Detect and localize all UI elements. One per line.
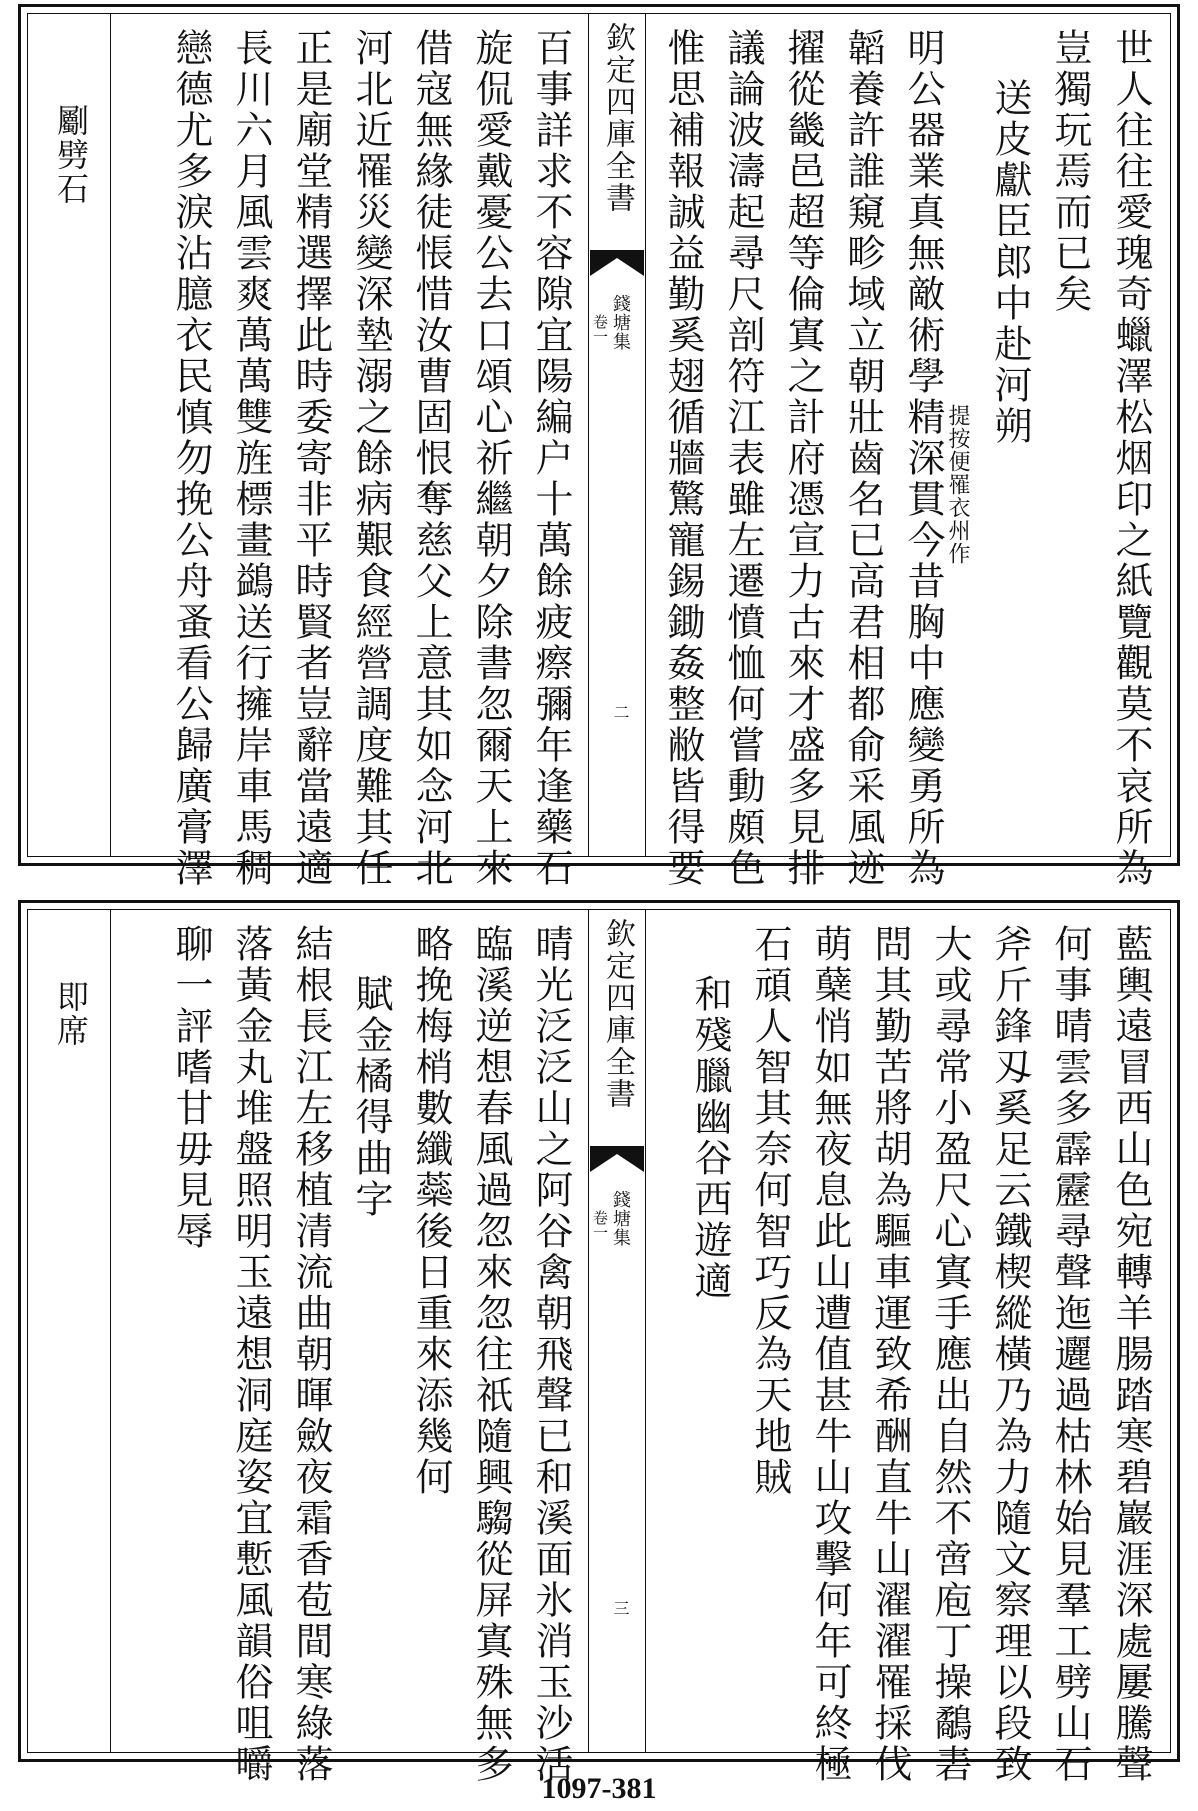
top-margin-rule — [110, 14, 111, 856]
bottom-center-strip — [588, 910, 646, 1752]
bottom-page-inner-frame — [27, 909, 1171, 1785]
bottom-col-11: 略挽梅梢數纖蘂後日重來添幾何 — [409, 924, 453, 1498]
top-col-7: 擢從畿邑超等倫寘之計府憑宣力古來才盛多見排 — [781, 28, 825, 889]
top-col-12: 借寇無緣徒悵惜汝曹固恨奪慈父上意其如念河北 — [409, 28, 453, 889]
bottom-col-3: 斧斤鋒刄奚足云鐵楔縱橫乃為力隨文察理以段致 — [988, 924, 1032, 1785]
bottom-margin-rule — [110, 910, 111, 1752]
bottom-col-8: 和殘臘幽谷西遊適 — [688, 974, 732, 1302]
top-col-15: 長川六月風雲爽萬萬雙旌標畫鷁送行擁岸車馬稠 — [229, 28, 273, 889]
bottom-col-4: 大或尋常小盈尺心寘手應出自然不啻庖丁操鷸砉 — [928, 924, 972, 1785]
top-col-13: 河北近罹災變深墊溺之餘病艱食經營調度難其任 — [349, 28, 393, 889]
bottom-col-13: 結根長江左移植清流曲朝暉斂夜霜香苞間寒綠落 — [289, 924, 333, 1785]
bottom-col-12: 賦金橘得曲字 — [349, 974, 393, 1220]
bottom-center-juan: 卷一 — [591, 1210, 609, 1240]
fishtail-mark — [590, 250, 644, 276]
top-col-14: 正是廟堂精選擇此時委寄非平時賢者豈辭當遠適 — [289, 28, 333, 889]
bottom-center-page-number: 三 — [611, 1600, 630, 1616]
top-side-label: 劚劈石 — [52, 104, 90, 206]
top-col-9: 惟思補報誠益勤奚翅循牆驚寵錫鋤姦整敝皆得要 — [661, 28, 705, 889]
top-col-11: 旋侃愛戴憂公去口頌心祈繼朝夕除書忽爾天上來 — [469, 28, 513, 889]
top-col-4-note: 提按便罹衣州作 — [945, 404, 970, 565]
top-center-juan: 卷一 — [591, 314, 609, 344]
bottom-col-14: 落黃金丸堆盤照明玉遠想洞庭姿宜慙風韻俗咀嚼 — [229, 924, 273, 1785]
top-col-5: 明公器業真無敵術學精深貫今昔胸中應變勇所為 — [901, 28, 945, 889]
top-col-8: 議論波濤起尋尺剖符江表雖左遷憤恤何嘗動頗色 — [721, 28, 765, 889]
bottom-col-6: 萌蘖悄如無夜息此山遭值甚牛山攻擊何年可終極 — [808, 924, 852, 1785]
bottom-col-2: 何事晴雲多霹靂尋聲迤邐過枯林始見羣工劈山石 — [1048, 924, 1092, 1785]
bottom-col-1: 藍輿遠冒西山色宛轉羊腸踏寒碧巖涯深處屢騰聲 — [1109, 924, 1153, 1785]
top-page-frame — [18, 4, 1180, 889]
bottom-col-9: 晴光泛泛山之阿谷禽朝飛聲已和溪面氷消玉沙活 — [529, 924, 573, 1785]
top-col-1: 世人往往愛瑰奇蠟澤松烟印之紙覽觀莫不哀所為 — [1109, 28, 1153, 889]
top-col-6: 韜養許誰窺畛域立朝壯齒名已高君相都俞采風迹 — [841, 28, 885, 889]
top-col-2: 豈獨玩焉而已矣 — [1048, 28, 1092, 315]
bottom-center-book-title: 錢塘集 — [610, 1190, 631, 1247]
top-page-inner-frame — [27, 13, 1171, 889]
bottom-col-7: 石頑人智其奈何智巧反為天地賊 — [748, 924, 792, 1498]
footer-page-number: 1097-381 — [541, 1772, 657, 1805]
bottom-center-rule-left — [588, 910, 589, 1752]
bottom-center-title: 欽定四庫全書 — [600, 918, 635, 1110]
top-col-10: 百事詳求不容隙宜陽編户十萬餘疲瘵彌年逢藥石 — [529, 28, 573, 889]
bottom-col-15: 聊一評嗜甘毋見辱 — [169, 924, 213, 1252]
top-center-strip — [588, 14, 646, 856]
top-center-book-title: 錢塘集 — [610, 294, 631, 351]
bottom-col-5: 問其勤苦將胡為驅車運致希酬直牛山濯濯罹採伐 — [868, 924, 912, 1785]
fishtail-mark — [590, 1146, 644, 1172]
bottom-page-frame — [18, 900, 1180, 1785]
bottom-col-10: 臨溪逆想春風過忽來忽往祇隨興騶從屏寘殊無多 — [469, 924, 513, 1785]
top-center-page-number: 二 — [611, 704, 630, 720]
top-col-16: 戀德尤多淚沾臆衣民慎勿挽公舟蚤看公歸廣膏澤 — [169, 28, 213, 889]
top-center-rule-left — [588, 14, 589, 856]
top-center-title: 欽定四庫全書 — [600, 22, 635, 214]
bottom-side-label: 即席 — [52, 980, 90, 1048]
top-col-3: 送皮獻臣郎中赴河朔 — [988, 78, 1032, 447]
